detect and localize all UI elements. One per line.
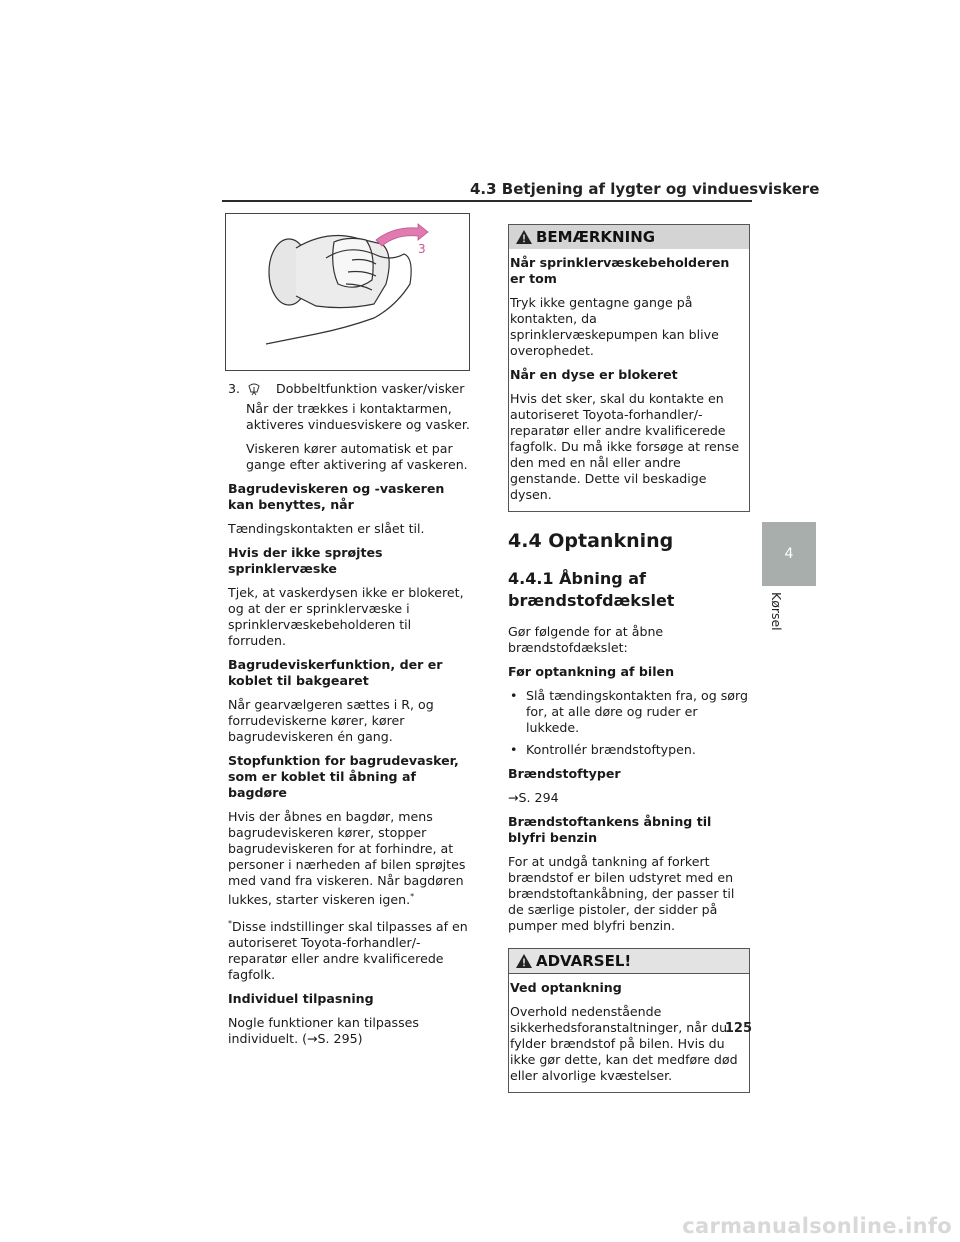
subheading: Før optankning af bilen [508,664,675,679]
notice-subheading: Når sprinklervæskebeholderen er tom [510,255,730,286]
subheading: Brændstoftankens åbning til blyfri benzin [508,814,712,845]
notice-text: Tryk ikke gentagne gange på kontakten, da sprinklervæskepumpen kan blive overophedet. [510,295,719,358]
section-header: 4.3 Betjening af lygter og vinduesviskere [470,180,820,198]
warning-triangle-icon [515,229,533,245]
paragraph: For at undgå tankning af forkert brændstof er bilen udstyret med en brændstoftankåbning, der passer til de særlige pistoler, der sidder på pumper med blyfri benzin. [508,854,735,933]
notice-body [509,249,749,503]
notice-box [508,224,750,512]
subheading: Hvis der ikke sprøjtes sprinklervæske [228,545,383,576]
notice-subheading: Når en dyse er blokeret [510,367,678,382]
notice-title: BEMÆRKNING [536,228,656,246]
header-divider [222,200,752,202]
page-reference-link[interactable]: →S. 294 [508,790,559,805]
notice-text: Hvis det sker, skal du kontakte en autoriseret Toyota-forhandler/-reparatør eller andre kvalificerede fagfolk. Du må ikke forsøge at rense den med en nål eller andre genstande. Dette vil beskadige dysen. [510,391,740,502]
item-label: Dobbeltfunktion vasker/visker [276,381,465,396]
footnote-marker: * [410,892,415,901]
item-description: Når der trækkes i kontaktarmen, aktiveres vinduesviskere og vasker. [246,401,470,432]
paragraph: Tjek, at vaskerdysen ikke er blokeret, og at der er sprinklervæske i sprinklervæskebeholderen til forruden. [228,585,464,648]
page-number: 125 [724,1021,752,1036]
footnote [228,916,470,983]
section-title: 4.4 Optankning [508,530,674,552]
paragraph: Når gearvælgeren sættes i R, og forrudeviskerne kører, kører bagrudeviskeren én gang. [228,697,434,744]
subheading: Bagrudeviskeren og -vaskeren kan benyttes, når [228,481,445,512]
warning-header [509,949,749,974]
footnote-text: Disse indstillinger skal tilpasses af en autoriseret Toyota-forhandler/-reparatør eller andre kvalificerede fagfolk. [228,919,468,983]
item-number: 3. [228,381,241,396]
paragraph: Nogle funktioner kan tilpasses individuelt. (→S. 295) [228,1015,419,1047]
list-item: • Kontrollér brændstoftypen. [508,742,750,758]
subheading: Bagrudeviskerfunktion, der er koblet til bakgearet [228,657,443,688]
notice-header [509,225,749,249]
warning-triangle-icon [515,953,533,969]
paragraph: Tændingskontakten er slået til. [228,521,425,536]
right-column [508,224,750,1111]
paragraph: Gør følgende for at åbne brændstofdækslet: [508,624,664,655]
callout-number: 3 [418,242,426,256]
subsection-title: 4.4.1 Åbning af brændstofdækslet [508,569,675,610]
watermark: carmanualsonline.info [682,1214,952,1238]
warning-title: ADVARSEL! [536,952,632,970]
warning-box [508,948,750,1093]
subheading: Brændstoftyper [508,766,621,781]
lever-knob [333,238,373,287]
left-column [228,381,470,1055]
warning-body [509,974,749,1084]
warning-text: Overhold nedenstående sikkerhedsforanstaltninger, når du fylder brændstof på bilen. Hvis du ikke gør dette, kan det medføre død eller alvorlige kvæstelser. [510,1004,738,1083]
chapter-tab: 4 [762,522,816,586]
washer-wiper-icon [246,381,262,397]
wiper-lever-illustration [225,213,470,371]
footnote-marker: * [228,919,232,929]
paragraph-text: Hvis der åbnes en bagdør, mens bagrudeviskeren kører, stopper bagrudeviskeren for at forhindre, at personer i nærheden af bilen sprøjtes med vand fra viskeren. Når bagdøren lukkes, starter viskeren igen. [228,809,466,908]
hand-pulling-lever-drawing [226,214,469,370]
chapter-label: Kørsel [769,592,784,631]
item-description: Viskeren kører automatisk et par gange efter aktivering af vaskeren. [246,441,468,472]
list-item: • Slå tændingskontakten fra, og sørg for, at alle døre og ruder er lukkede. [508,688,750,736]
subheading: Individuel tilpasning [228,991,374,1007]
warning-subheading: Ved optankning [510,980,622,995]
paragraph [228,809,470,908]
bullet-list [508,688,750,758]
subheading: Stopfunktion for bagrudevasker, som er koblet til åbning af bagdøre [228,753,459,800]
